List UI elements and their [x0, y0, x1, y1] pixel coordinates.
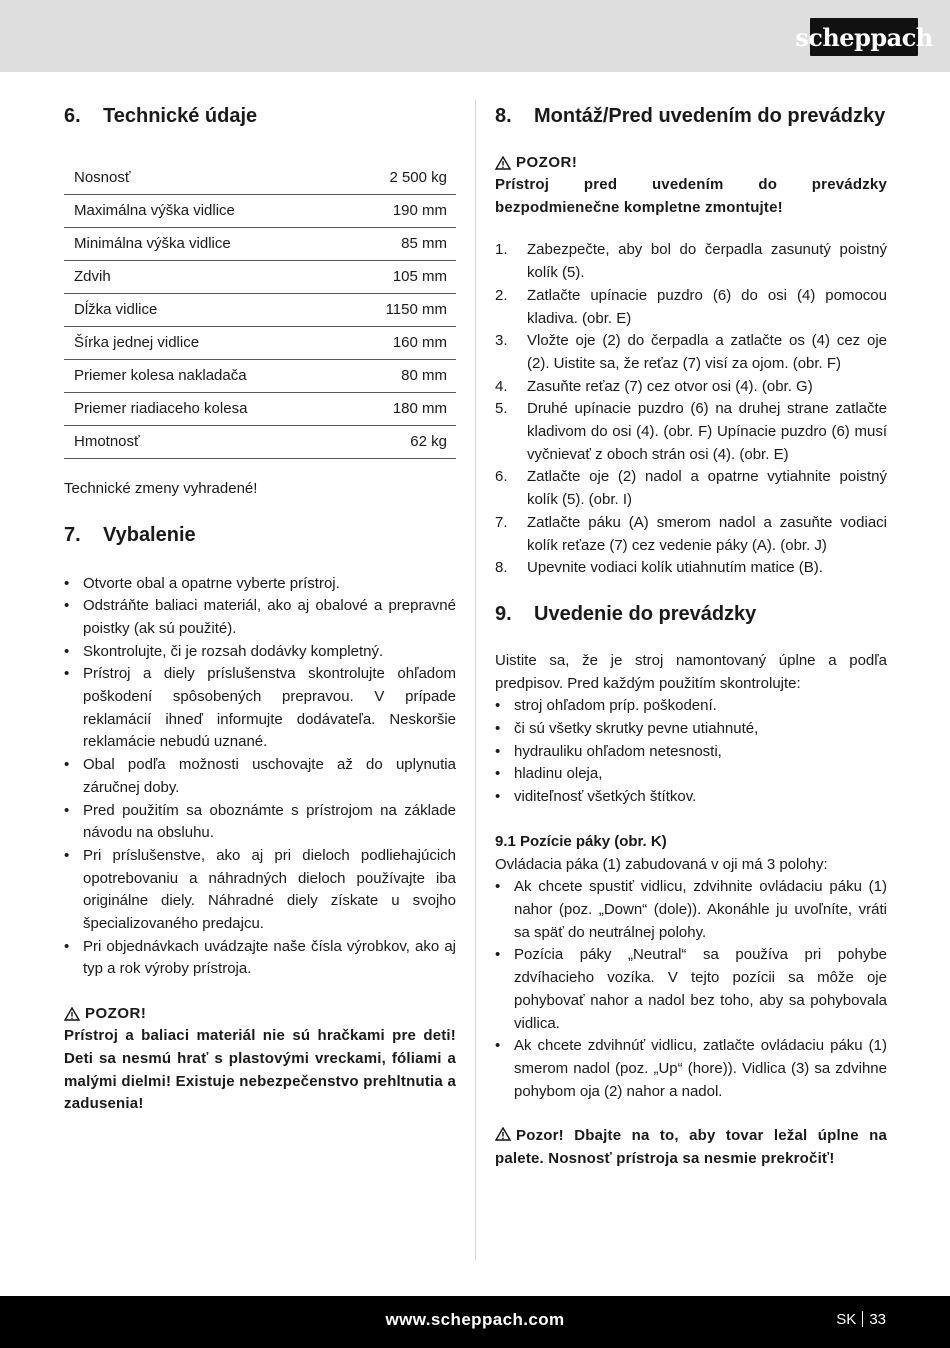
table-row — [64, 326, 456, 359]
table-row — [64, 392, 456, 425]
warning-triangle-icon — [495, 156, 511, 170]
table-row — [64, 161, 456, 194]
step-text: Zatlačte páku (A) smerom nadol a zasuňte vodiaci kolík reťaze (7) cez vedenie páky (A). (obr. J) — [527, 513, 887, 554]
step-number: 3. — [495, 332, 508, 350]
step-number: 7. — [495, 513, 508, 531]
list-item: • Pri príslušenstve, ako aj pri dieloch podliehajúcich opotrebovaniu a náhradných dieloch používajte iba originálne diely. Náhradné diely získate u svojho špecializovaného predajcu. — [64, 845, 456, 936]
warning-note — [495, 1125, 887, 1170]
step-item — [495, 466, 887, 511]
spec-value: 2 500 kg — [341, 161, 456, 194]
spec-label: Maximálna výška vidlice — [64, 194, 341, 227]
spec-label: Dĺžka vidlice — [64, 293, 341, 326]
spec-value: 80 mm — [341, 359, 456, 392]
list-item: • stroj ohľadom príp. poškodení. — [495, 695, 887, 718]
step-item — [495, 557, 887, 580]
table-row — [64, 359, 456, 392]
left-column — [64, 104, 456, 1116]
subsection-intro: Ovládacia páka (1) zabudovaná v oji má 3 polohy: — [495, 855, 828, 873]
step-item — [495, 376, 887, 399]
spec-value: 190 mm — [341, 194, 456, 227]
warning-text: Prístroj pred uvedením do prevádzky bezpodmienečne kompletne zmontujte! — [495, 176, 887, 216]
table-row — [64, 425, 456, 458]
list-item: • Ak chcete spustiť vidlicu, zdvihnite ovládaciu páku (1) nahor (poz. „Down“ (dole)). Akonáhle ju uvoľníte, vráti sa späť do neutrálnej polohy. — [495, 876, 887, 944]
list-item: • Obal podľa možnosti uschovajte až do uplynutia záručnej doby. — [64, 754, 456, 799]
list-item: • Prístroj a diely príslušenstva skontrolujte ohľadom poškodení spôsobených prepravou. V prípade reklamácií ihneď informujte dodávateľa. Neskoršie reklamácie nebudú uznané. — [64, 663, 456, 754]
assembly-steps — [495, 239, 887, 580]
step-text: Vložte oje (2) do čerpadla a zatlačte os (4) cez oje (2). Uistite sa, že reťaz (7) visí za ojom. (obr. F) — [527, 332, 887, 372]
list-item: • hydrauliku ohľadom netesnosti, — [495, 741, 887, 764]
step-item — [495, 398, 887, 466]
list-item: • Skontrolujte, či je rozsah dodávky kompletný. — [64, 641, 456, 664]
right-column — [495, 104, 887, 1171]
section-title: Montáž/Pred uvedením do prevádzky — [534, 105, 886, 127]
commissioning-intro: Uistite sa, že je stroj namontovaný úplne a podľa predpisov. Pred každým použitím skontrolujte: — [495, 651, 887, 692]
warning-triangle-icon — [495, 1127, 511, 1141]
language-code: SK — [836, 1311, 857, 1328]
step-number: 1. — [495, 241, 508, 259]
spec-label: Nosnosť — [64, 161, 341, 194]
spec-value: 180 mm — [341, 392, 456, 425]
section-title: Vybalenie — [103, 523, 196, 546]
section-title: Technické údaje — [103, 105, 258, 127]
warning-title — [495, 152, 887, 174]
spec-value: 1150 mm — [341, 293, 456, 326]
subsection-title: 9.1 Pozície páky (obr. K) — [495, 832, 667, 850]
section-8-heading — [495, 104, 887, 128]
section-7-heading — [64, 523, 456, 547]
spec-value: 160 mm — [341, 326, 456, 359]
technical-data-table — [64, 161, 456, 459]
section-number: 8. — [495, 105, 512, 127]
step-item — [495, 512, 887, 557]
step-text: Druhé upínacie puzdro (6) na druhej strane zatlačte kladivom do osi (4). (obr. F) Upínacie puzdro (6) musí vyčnievať z oboch strán osi (4). (obr. E) — [527, 400, 887, 463]
list-item: • či sú všetky skrutky pevne utiahnuté, — [495, 718, 887, 741]
warning-title — [64, 1003, 456, 1025]
step-item — [495, 239, 887, 284]
section-6-heading — [64, 104, 456, 128]
step-number: 4. — [495, 377, 508, 395]
section-9-heading — [495, 602, 887, 626]
spec-label: Hmotnosť — [64, 425, 341, 458]
step-number: 8. — [495, 559, 508, 577]
footer-bar — [0, 1296, 950, 1348]
spec-label: Zdvih — [64, 260, 341, 293]
page-number: 33 — [869, 1311, 886, 1328]
table-row — [64, 194, 456, 227]
website-link[interactable]: www.scheppach.com — [385, 1310, 565, 1329]
page-indicator — [836, 1311, 886, 1328]
section-number: 7. — [64, 523, 81, 546]
step-item — [495, 330, 887, 375]
step-text: Zatlačte upínacie puzdro (6) do osi (4) pomocou kladiva. (obr. E) — [527, 286, 887, 327]
section-number: 6. — [64, 105, 81, 127]
list-item: • Pri objednávkach uvádzajte naše čísla výrobkov, ako aj typ a rok výroby prístroja. — [64, 936, 456, 981]
lever-positions-list — [495, 876, 887, 1103]
check-list — [495, 695, 887, 809]
warning-triangle-icon — [64, 1007, 80, 1021]
list-item: • Ak chcete zdvihnúť vidlicu, zatlačte ovládaciu páku (1) smerom nadol (poz. „Up“ (hore)). Vidlica (3) sa zdvihne pohybom oja (2) nahor a nadol. — [495, 1035, 887, 1103]
warning-label: POZOR! — [85, 1005, 147, 1023]
spec-label: Priemer kolesa nakladača — [64, 359, 341, 392]
step-number: 6. — [495, 468, 508, 486]
section-title: Uvedenie do prevádzky — [534, 602, 757, 625]
step-number: 2. — [495, 286, 508, 304]
spec-value: 85 mm — [341, 227, 456, 260]
list-item: • Pozícia páky „Neutral“ sa používa pri pohybe zdvíhacieho vozíka. V tejto pozícii sa môže oje pohybovať nahor a nadol bez toho, aby sa pohybovala vidlica. — [495, 944, 887, 1035]
list-item: • Otvorte obal a opatrne vyberte prístroj. — [64, 573, 456, 596]
header-bar — [0, 0, 950, 72]
step-text: Zatlačte oje (2) nadol a opatrne vytiahnite poistný kolík (5). (obr. I) — [527, 468, 887, 509]
step-text: Zabezpečte, aby bol do čerpadla zasunutý poistný kolík (5). — [527, 241, 887, 282]
table-row — [64, 293, 456, 326]
warning-label: POZOR! — [516, 154, 578, 171]
technical-changes-note: Technické zmeny vyhradené! — [64, 479, 258, 497]
step-number: 5. — [495, 400, 508, 418]
separator — [862, 1311, 863, 1327]
step-item — [495, 285, 887, 330]
warning-text: Pozor! Dbajte na to, aby tovar ležal úplne na palete. Nosnosť prístroja sa nesmie prekročiť! — [495, 1127, 887, 1168]
list-item: • Pred použitím sa oboznámte s prístrojom na základe návodu na obsluhu. — [64, 800, 456, 845]
spec-value: 105 mm — [341, 260, 456, 293]
table-row — [64, 260, 456, 293]
scheppach-logo: scheppach — [810, 18, 918, 56]
unpacking-list — [64, 573, 456, 982]
list-item: • viditeľnosť všetkých štítkov. — [495, 786, 887, 809]
spec-label: Minimálna výška vidlice — [64, 227, 341, 260]
spec-value: 62 kg — [341, 425, 456, 458]
column-divider — [475, 100, 476, 1260]
section-number: 9. — [495, 602, 512, 625]
step-text: Upevnite vodiaci kolík utiahnutím matice (B). — [527, 559, 823, 577]
list-item: • hladinu oleja, — [495, 763, 887, 786]
spec-label: Šírka jednej vidlice — [64, 326, 341, 359]
list-item: • Odstráňte baliaci materiál, ako aj obalové a prepravné poistky (ak sú použité). — [64, 595, 456, 640]
table-row — [64, 227, 456, 260]
spec-label: Priemer riadiaceho kolesa — [64, 392, 341, 425]
warning-text: Prístroj a baliaci materiál nie sú hračkami pre deti! Deti sa nesmú hrať s plastovými vreckami, fóliami a malými dielmi! Existuje nebezpečenstvo prehltnutia a zadusenia! — [64, 1027, 456, 1113]
step-text: Zasuňte reťaz (7) cez otvor osi (4). (obr. G) — [527, 377, 813, 395]
